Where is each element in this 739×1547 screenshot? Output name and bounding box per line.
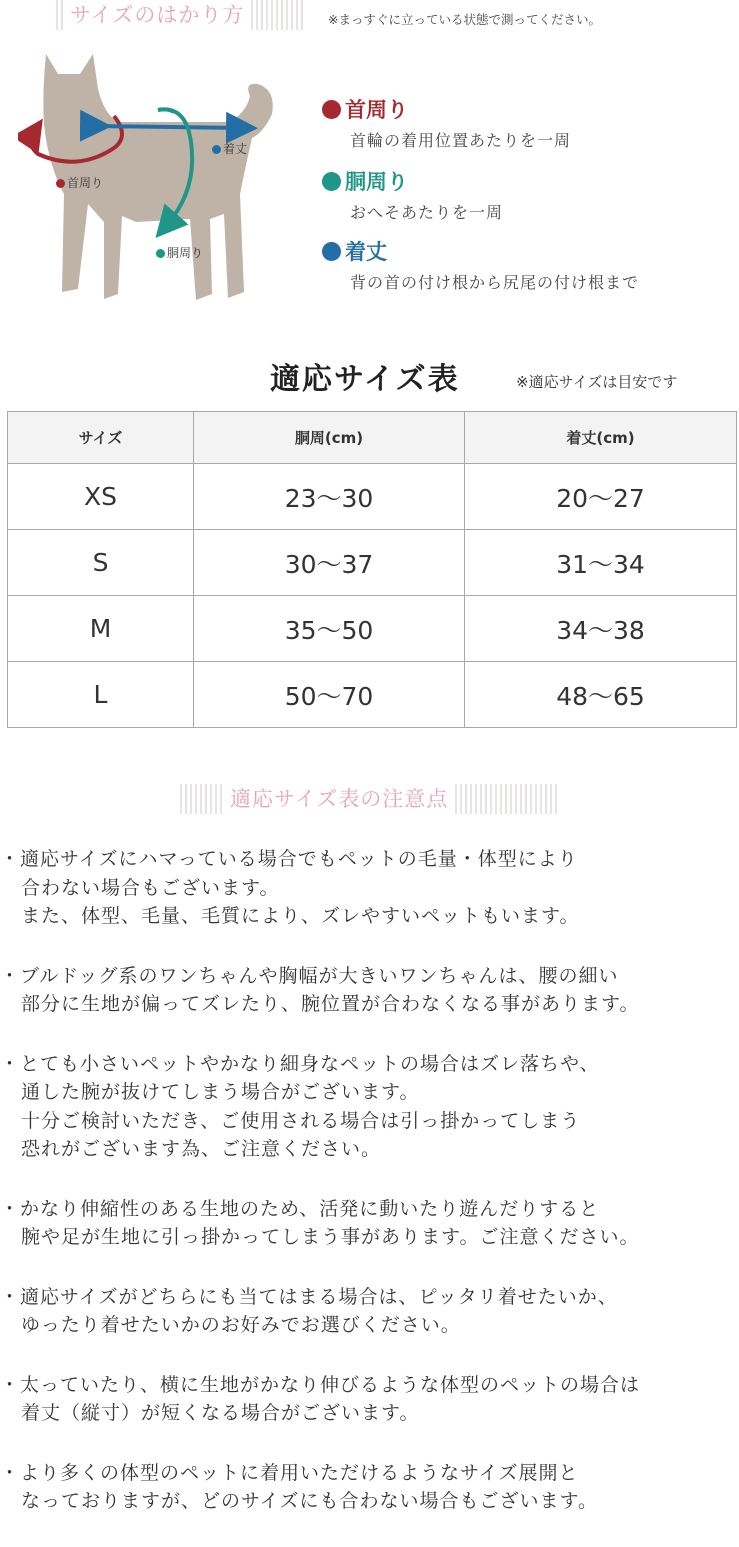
table-row xyxy=(8,662,737,728)
chest-cell: 23～30 xyxy=(194,464,465,530)
measure-title: サイズのはかり方 xyxy=(64,0,250,30)
length-cell: 20～27 xyxy=(465,464,737,530)
column-header-size: サイズ xyxy=(8,412,194,464)
list-item: ・より多くの体型のペットに着用いただけるようなサイズ展開と なっておりますが、どのサイズにも合わない場合もございます。 xyxy=(0,1461,598,1512)
length-cell: 48～65 xyxy=(465,662,737,728)
size-table-title: 適応サイズ表 xyxy=(270,362,460,397)
size-cell: S xyxy=(8,530,194,596)
notes-title: 適応サイズ表の注意点 xyxy=(224,784,454,814)
list-item: ・適応サイズにハマっている場合でもペットの毛量・体型により 合わない場合もございます。 また、体型、毛量、毛質により、ズレやすいペットもいます。 xyxy=(0,848,580,927)
neck-legend-dot-icon xyxy=(322,100,341,119)
chest-cell: 50～70 xyxy=(194,662,465,728)
length-label: 着丈 xyxy=(212,140,247,157)
neck-dot-icon xyxy=(56,179,65,188)
legend-chest: 胴周り おへそあたりを一周 xyxy=(322,166,503,223)
table-row xyxy=(8,464,737,530)
chest-label: 胴周り xyxy=(156,244,203,261)
size-cell: L xyxy=(8,662,194,728)
list-item: ・適応サイズがどちらにも当てはまる場合は、ピッタリ着せたいか、 ゆったり着せたいかのお好みでお選びください。 xyxy=(0,1285,618,1336)
size-table-note: ※適応サイズは目安です xyxy=(516,373,678,391)
table-header-row xyxy=(8,412,737,464)
measure-title-bar xyxy=(56,0,304,30)
dog-diagram xyxy=(18,44,288,310)
length-dot-icon xyxy=(212,145,221,154)
neck-label: 首周り xyxy=(56,174,103,191)
chest-cell: 30～37 xyxy=(194,530,465,596)
length-cell: 31～34 xyxy=(465,530,737,596)
table-row xyxy=(8,596,737,662)
list-item: ・ブルドッグ系のワンちゃんや胸幅が大きいワンちゃんは、腰の細い 部分に生地が偏ってズレたり、腕位置が合わなくなる事があります。 xyxy=(0,964,640,1015)
length-cell: 34～38 xyxy=(465,596,737,662)
table-row xyxy=(8,530,737,596)
chest-legend-dot-icon xyxy=(322,172,341,191)
list-item: ・太っていたり、横に生地がかなり伸びるような体型のペットの場合は 着丈（縦寸）が短くなる場合がございます。 xyxy=(0,1373,641,1424)
legend-length: 着丈 背の首の付け根から尻尾の付け根まで xyxy=(322,236,639,293)
chest-dot-icon xyxy=(156,249,165,258)
size-table xyxy=(7,411,737,728)
list-item: ・とても小さいペットやかなり細身なペットの場合はズレ落ちや、 通した腕が抜けてしまう場合がございます。 十分ご検討いただき、ご使用される場合は引っ掛かってしまう 恐れがございます為、ご注意ください。 xyxy=(0,1052,600,1160)
length-legend-dot-icon xyxy=(322,242,341,261)
size-cell: XS xyxy=(8,464,194,530)
notes-list xyxy=(0,845,739,1547)
list-item: ・かなり伸縮性のある生地のため、活発に動いたり遊んだりすると 腕や足が生地に引っ掛かってしまう事があります。ご注意ください。 xyxy=(0,1197,640,1248)
chest-cell: 35～50 xyxy=(194,596,465,662)
size-cell: M xyxy=(8,596,194,662)
notes-title-bar xyxy=(180,784,560,814)
column-header-length: 着丈(cm) xyxy=(465,412,737,464)
measure-note: ※まっすぐに立っている状態で測ってください。 xyxy=(328,12,601,27)
legend-neck: 首周り 首輪の着用位置あたりを一周 xyxy=(322,94,571,151)
column-header-chest: 胴周(cm) xyxy=(194,412,465,464)
